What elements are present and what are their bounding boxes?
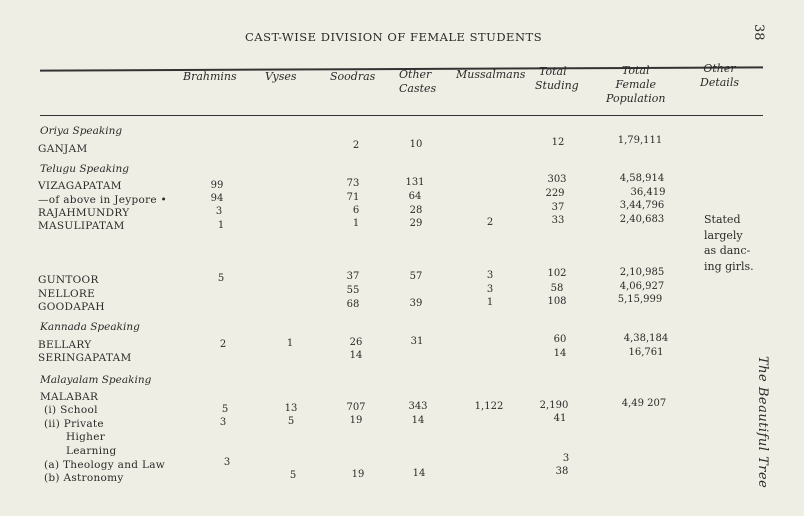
section-oriya: Oriya Speaking bbox=[40, 125, 123, 137]
cell-studing: 14 bbox=[553, 348, 567, 359]
row-label: (a) Theology and Law bbox=[44, 459, 166, 471]
cell-mussalmans: 3 bbox=[486, 270, 494, 281]
cell-soodras: 19 bbox=[349, 415, 363, 426]
cell-soodras: 26 bbox=[349, 337, 363, 348]
note-dancing-girls: Stated largely as danc- ing girls. bbox=[704, 213, 754, 273]
cell-soodras: 55 bbox=[346, 285, 360, 296]
col-total-female: Total Female Population bbox=[606, 64, 666, 105]
cell-studing: 102 bbox=[547, 268, 567, 279]
cell-brahmins: 1 bbox=[217, 220, 225, 231]
cell-soodras: 19 bbox=[351, 469, 365, 480]
cell-other: 131 bbox=[405, 177, 425, 188]
cell-studing: 3 bbox=[562, 453, 570, 464]
cell-other: 39 bbox=[409, 298, 423, 309]
col-other-details: Other Details bbox=[700, 62, 739, 89]
cell-soodras: 14 bbox=[349, 350, 363, 361]
row-label: Higher bbox=[66, 431, 106, 443]
cell-mussalmans: 3 bbox=[486, 284, 494, 295]
cell-studing: 37 bbox=[551, 202, 565, 213]
cell-mussalmans: 1 bbox=[486, 297, 494, 308]
cell-studing: 303 bbox=[547, 174, 567, 185]
cell-other: 29 bbox=[409, 218, 423, 229]
section-malayalam: Malayalam Speaking bbox=[40, 374, 152, 386]
row-label: GOODAPAH bbox=[38, 301, 105, 313]
cell-studing: 38 bbox=[555, 466, 569, 477]
page-title: CAST-WISE DIVISION OF FEMALE STUDENTS bbox=[245, 30, 543, 44]
cell-brahmins: 3 bbox=[219, 417, 227, 428]
cell-brahmins: 5 bbox=[221, 404, 229, 415]
row-label: GUNTOOR bbox=[38, 274, 99, 286]
cell-studing: 60 bbox=[553, 334, 567, 345]
cell-female: 4,06,927 bbox=[619, 281, 665, 292]
cell-female: 2,10,985 bbox=[619, 267, 665, 278]
cell-female: 4,49 207 bbox=[621, 398, 667, 409]
cell-mussalmans: 1,122 bbox=[474, 401, 504, 412]
cell-other: 64 bbox=[408, 191, 422, 202]
cell-other: 343 bbox=[408, 401, 428, 412]
cell-studing: 2,190 bbox=[539, 400, 569, 411]
cell-soodras: 73 bbox=[346, 178, 360, 189]
row-label: MALABAR bbox=[40, 391, 99, 403]
cell-female: 36,419 bbox=[630, 187, 666, 198]
cell-brahmins: 5 bbox=[217, 273, 225, 284]
row-label: Learning bbox=[66, 445, 117, 457]
row-label: VIZAGAPATAM bbox=[38, 180, 122, 192]
row-label: (b) Astronomy bbox=[44, 472, 124, 484]
cell-brahmins: 94 bbox=[210, 193, 224, 204]
cell-other: 10 bbox=[409, 139, 423, 150]
cell-female: 1,79,111 bbox=[617, 135, 663, 146]
cell-brahmins: 2 bbox=[219, 339, 227, 350]
row-label: —of above in Jeypore • bbox=[38, 194, 168, 206]
cell-other: 57 bbox=[409, 271, 423, 282]
col-total-studing: Total Studing bbox=[535, 65, 579, 92]
cell-female: 5,15,999 bbox=[617, 294, 663, 305]
cell-soodras: 71 bbox=[346, 192, 360, 203]
cell-other: 28 bbox=[409, 205, 423, 216]
cell-female: 16,761 bbox=[628, 347, 664, 358]
header-rule-bottom bbox=[40, 115, 763, 116]
cell-mussalmans: 2 bbox=[486, 217, 494, 228]
section-kannada: Kannada Speaking bbox=[40, 321, 140, 333]
row-label: MASULIPATAM bbox=[38, 220, 125, 232]
side-title: The Beautiful Tree bbox=[755, 356, 770, 489]
cell-brahmins: 99 bbox=[210, 180, 224, 191]
row-label: GANJAM bbox=[38, 143, 88, 155]
col-other-castes: Other Castes bbox=[399, 68, 437, 95]
cell-female: 4,58,914 bbox=[619, 173, 665, 184]
cell-vyses: 13 bbox=[284, 403, 298, 414]
col-vyses: Vyses bbox=[265, 70, 297, 83]
cell-soodras: 6 bbox=[352, 205, 360, 216]
cell-studing: 58 bbox=[550, 283, 564, 294]
cell-studing: 108 bbox=[547, 296, 567, 307]
cell-studing: 33 bbox=[551, 215, 565, 226]
cell-soodras: 707 bbox=[346, 402, 366, 413]
section-telugu: Telugu Speaking bbox=[40, 163, 129, 175]
cell-soodras: 1 bbox=[352, 218, 360, 229]
col-soodras: Soodras bbox=[330, 70, 376, 83]
cell-studing: 12 bbox=[551, 137, 565, 148]
col-brahmins: Brahmins bbox=[183, 70, 237, 83]
col-mussalmans: Mussalmans bbox=[456, 68, 526, 81]
cell-other: 14 bbox=[412, 468, 426, 479]
row-label: SERINGAPATAM bbox=[38, 352, 132, 364]
cell-vyses: 1 bbox=[286, 338, 294, 349]
row-label: BELLARY bbox=[38, 339, 92, 351]
row-label: (i) School bbox=[44, 404, 98, 416]
cell-other: 14 bbox=[411, 415, 425, 426]
cell-vyses: 5 bbox=[289, 470, 297, 481]
cell-brahmins: 3 bbox=[215, 206, 223, 217]
cell-studing: 229 bbox=[545, 188, 565, 199]
cell-brahmins: 3 bbox=[223, 457, 231, 468]
row-label: (ii) Private bbox=[44, 418, 104, 430]
cell-female: 3,44,796 bbox=[619, 200, 665, 211]
row-label: RAJAHMUNDRY bbox=[38, 207, 130, 219]
cell-vyses: 5 bbox=[287, 416, 295, 427]
row-label: NELLORE bbox=[38, 288, 96, 300]
cell-soodras: 2 bbox=[352, 140, 360, 151]
page-number: 38 bbox=[751, 24, 766, 41]
cell-female: 4,38,184 bbox=[623, 333, 669, 344]
cell-other: 31 bbox=[410, 336, 424, 347]
cell-female: 2,40,683 bbox=[619, 214, 665, 225]
cell-soodras: 68 bbox=[346, 299, 360, 310]
cell-soodras: 37 bbox=[346, 271, 360, 282]
cell-studing: 41 bbox=[553, 413, 567, 424]
